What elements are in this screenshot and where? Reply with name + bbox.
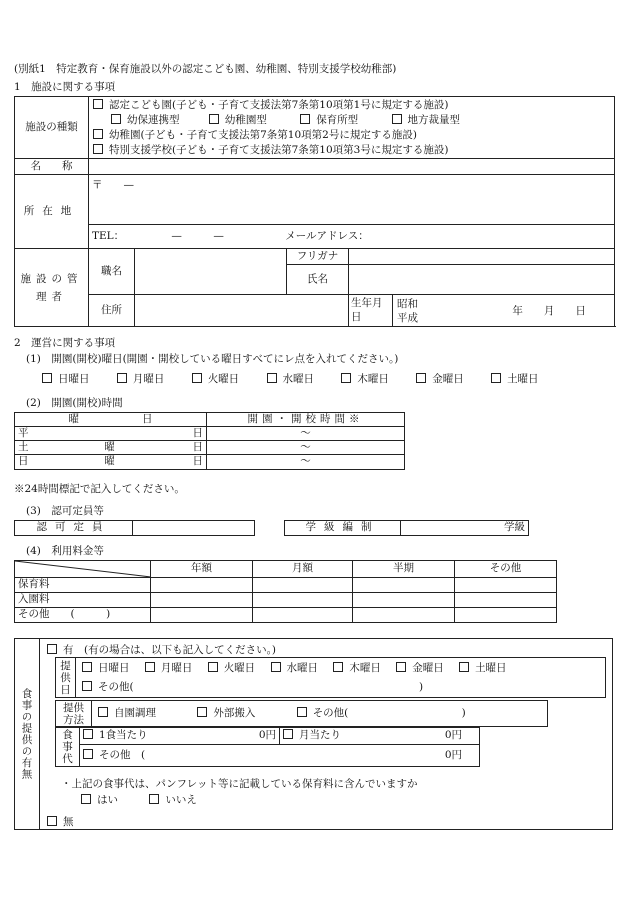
- checkbox[interactable]: [145, 662, 155, 672]
- checkbox[interactable]: [333, 662, 343, 672]
- checkbox[interactable]: [98, 707, 108, 717]
- document-title: (別紙1 特定教育・保育施設以外の認定こども園、幼稚園、特別支援学校幼稚部): [14, 63, 397, 75]
- checkbox[interactable]: [82, 662, 92, 672]
- fees-table: 年額 月額 半期 その他 保育料 入園料 その他 ( ): [14, 560, 557, 623]
- name-field[interactable]: [89, 159, 615, 175]
- checkbox[interactable]: [192, 373, 202, 383]
- fee-row-label: 入園料: [15, 593, 151, 608]
- checkbox[interactable]: [111, 114, 121, 124]
- checkbox[interactable]: [208, 662, 218, 672]
- hours-header-time: 開園・開校時間※: [207, 413, 405, 427]
- fee-cell[interactable]: [151, 608, 253, 623]
- section2-heading: 2 運営に関する事項: [14, 337, 116, 349]
- cost-label: 食事代: [56, 728, 80, 767]
- sunday-hours-field[interactable]: 〜: [207, 455, 405, 469]
- capacity-table: [14, 520, 255, 536]
- fees-question: (4) 利用料金等: [26, 545, 104, 557]
- weekday-hours-field[interactable]: 〜: [207, 427, 405, 441]
- per-meal-field[interactable]: 1食当たり 0円: [80, 728, 280, 745]
- fee-row-label: その他 ( ): [15, 608, 151, 623]
- fee-cell[interactable]: [253, 608, 353, 623]
- fee-cell[interactable]: [353, 608, 455, 623]
- fee-cell[interactable]: [455, 578, 557, 593]
- checkbox[interactable]: [81, 794, 91, 804]
- residence-label: 住所: [89, 295, 135, 327]
- checkbox[interactable]: [197, 707, 207, 717]
- method-options: 自園調理 外部搬入 その他( ): [92, 701, 548, 727]
- facility-table: [14, 96, 615, 327]
- saturday-hours-field[interactable]: 〜: [207, 441, 405, 455]
- address-label: 所在地: [15, 175, 89, 249]
- fees-corner-cell: [15, 561, 151, 578]
- class-table: [284, 520, 529, 536]
- checkbox[interactable]: [83, 749, 93, 759]
- capacity-label: 認可定員: [15, 521, 133, 536]
- capacity-question: (3) 認可定員等: [26, 505, 104, 517]
- section1-heading: 1 施設に関する事項: [14, 81, 116, 93]
- method-label: 提供方法: [56, 701, 92, 727]
- checkbox[interactable]: [209, 114, 219, 124]
- meal-side-label-cell: [15, 639, 40, 829]
- checkbox[interactable]: [42, 373, 52, 383]
- open-days-row: 日曜日 月曜日 火曜日 水曜日 木曜日 金曜日 土曜日: [42, 373, 539, 385]
- name-label: 名 称: [15, 159, 89, 175]
- checkbox[interactable]: [93, 99, 103, 109]
- person-name-field[interactable]: [349, 265, 615, 295]
- fee-cell[interactable]: [151, 593, 253, 608]
- capacity-field[interactable]: [133, 521, 255, 536]
- provide-days-options: 日曜日 月曜日 火曜日 水曜日 木曜日 金曜日 土曜日 その他( ): [76, 658, 606, 698]
- residence-field[interactable]: [135, 295, 349, 327]
- checkbox[interactable]: [392, 114, 402, 124]
- position-label: 職名: [89, 249, 135, 295]
- fee-cell[interactable]: [353, 578, 455, 593]
- class-field[interactable]: 学級: [401, 521, 529, 536]
- meal-side-label: 食事の提供の有無: [20, 688, 33, 780]
- person-name-label: 氏名: [287, 265, 349, 295]
- checkbox[interactable]: [93, 144, 103, 154]
- checkbox[interactable]: [47, 644, 57, 654]
- contact-field[interactable]: TEL： — — メールアドレス：: [89, 225, 615, 249]
- checkbox[interactable]: [341, 373, 351, 383]
- diagonal-line: [15, 561, 151, 577]
- hours-table: 曜 日 開園・開校時間※ 平 日 〜 土 曜 日 〜 日 曜 日 〜: [14, 412, 405, 470]
- meal-no-option: 無: [47, 816, 74, 828]
- open-days-question: (1) 開園(開校)曜日(開園・開校している曜日すべてにレ点を入れてください。): [26, 353, 399, 365]
- checkbox[interactable]: [491, 373, 501, 383]
- meal-yes-option: 有 (有の場合は、以下も記入してください。): [47, 644, 276, 656]
- fee-cell[interactable]: [455, 608, 557, 623]
- birth-field[interactable]: 昭和平成 年 月 日: [393, 295, 615, 327]
- meal-cost-table: [55, 727, 480, 767]
- checkbox[interactable]: [300, 114, 310, 124]
- per-month-field[interactable]: 月当たり 0円: [280, 728, 480, 745]
- checkbox[interactable]: [93, 129, 103, 139]
- hours-question: (2) 開園(開校)時間: [26, 397, 123, 409]
- checkbox[interactable]: [283, 729, 293, 739]
- checkbox[interactable]: [83, 729, 93, 739]
- hours-header-day: 曜 日: [15, 413, 207, 427]
- hours-note: ※24時間標記で記入してください。: [14, 483, 185, 495]
- fee-included-question: ・上記の食事代は、パンフレット等に記載している保育料に含んでいますか: [61, 778, 418, 790]
- manager-label: 施設の管理者: [15, 249, 89, 327]
- cost-other-field[interactable]: その他 ( 0円: [80, 745, 480, 767]
- fee-included-answers: はい いいえ: [81, 794, 197, 806]
- checkbox[interactable]: [271, 662, 281, 672]
- meal-section: [14, 638, 613, 830]
- checkbox[interactable]: [459, 662, 469, 672]
- fee-row-label: 保育料: [15, 578, 151, 593]
- furigana-label: フリガナ: [287, 249, 349, 265]
- checkbox[interactable]: [396, 662, 406, 672]
- facility-type-label: 施設の種類: [15, 97, 89, 159]
- checkbox[interactable]: [47, 816, 57, 826]
- birth-label: 生年月日: [349, 295, 393, 327]
- fee-cell[interactable]: [151, 578, 253, 593]
- checkbox[interactable]: [117, 373, 127, 383]
- fee-cell[interactable]: [253, 593, 353, 608]
- position-field[interactable]: [135, 249, 287, 295]
- checkbox[interactable]: [149, 794, 159, 804]
- fee-cell[interactable]: [253, 578, 353, 593]
- meal-method-table: [55, 700, 548, 727]
- provide-day-label: 提供日: [56, 658, 76, 698]
- checkbox[interactable]: [297, 707, 307, 717]
- checkbox[interactable]: [267, 373, 277, 383]
- furigana-field[interactable]: [349, 249, 615, 265]
- checkbox[interactable]: [82, 681, 92, 691]
- fee-cell[interactable]: [353, 593, 455, 608]
- fee-cell[interactable]: [455, 593, 557, 608]
- postal-field[interactable]: 〒 —: [89, 175, 615, 225]
- meal-days-table: [55, 657, 606, 698]
- facility-type-options: 認定こども園(子ども・子育て支援法第7条第10項第1号に規定する施設) 幼保連携型 幼稚園型 保育所型 地方裁量型 幼稚園(子ども・子育て支援法第7条第10項第2号に規定する施設) 特別支援学校(子ども・子育て支援法第7条第10項第3号に規定する施設): [89, 97, 615, 159]
- class-label: 学級編制: [285, 521, 401, 536]
- checkbox[interactable]: [416, 373, 426, 383]
